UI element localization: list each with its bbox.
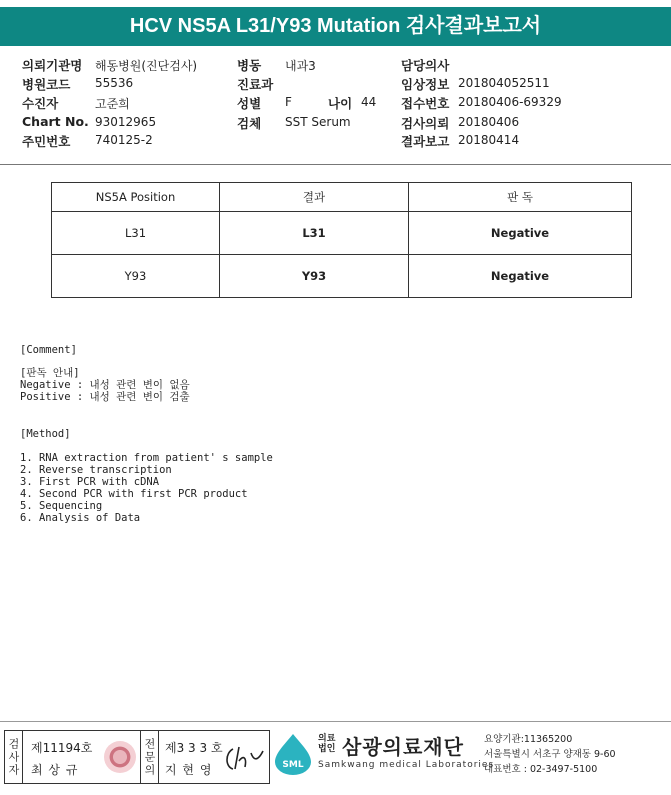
method-step: 2. Reverse transcription	[20, 464, 172, 476]
institution-value: 해동병원(진단검사)	[95, 59, 198, 73]
org-english-name: Samkwang medical Laboratories	[318, 760, 495, 770]
cell-position: Y93	[52, 255, 220, 298]
org-prefix	[318, 734, 335, 754]
chart-value: 93012965	[95, 115, 157, 129]
org-code: 요양기관:11365200	[484, 734, 573, 745]
receipt-label: 접수번호	[401, 96, 450, 111]
cell-result: L31	[220, 212, 409, 255]
chart-label: Chart No.	[22, 114, 89, 129]
method-header: [Method]	[20, 428, 71, 440]
report-value: 20180414	[458, 133, 520, 147]
method-step: 3. First PCR with cDNA	[20, 476, 160, 488]
hospital-code-label: 병원코드	[22, 77, 71, 92]
sex-label: 성별	[237, 96, 262, 111]
resident-label: 주민번호	[22, 134, 71, 149]
cell-interp: Negative	[409, 255, 632, 298]
inspector-no: 제11194호	[31, 741, 93, 755]
ward-label: 병동	[237, 58, 262, 73]
specialist-name: 지 현 영	[165, 763, 213, 777]
specimen-label: 검체	[237, 116, 262, 131]
sml-logo-icon	[271, 732, 315, 776]
specialist-no: 제3 3 3 호	[165, 741, 223, 755]
guide-header: [판독 안내]	[20, 367, 80, 379]
institution-label: 의뢰기관명	[22, 58, 83, 73]
header-position: NS5A Position	[52, 183, 220, 212]
clinical-label: 임상정보	[401, 77, 450, 92]
org-phone: 대표번호 : 02-3497-5100	[484, 764, 598, 775]
ward-value: 내과3	[285, 59, 316, 73]
table-row	[52, 255, 632, 298]
patient-info-section	[0, 52, 671, 160]
receipt-value: 20180406-69329	[458, 95, 562, 109]
age-value: 44	[361, 95, 377, 109]
table-row	[52, 212, 632, 255]
patient-label: 수진자	[22, 96, 59, 111]
comment-header: [Comment]	[20, 344, 77, 356]
result-table	[51, 182, 632, 298]
header-result: 결과	[220, 183, 409, 212]
age-label: 나이	[328, 96, 353, 111]
inspector-label: 검사자	[5, 731, 23, 783]
org-prefix-2: 법인	[318, 744, 336, 754]
header-divider	[0, 164, 671, 165]
patient-value: 고준희	[95, 97, 130, 111]
specialist-label: 전문의	[140, 731, 159, 783]
org-address	[484, 732, 616, 777]
report-title: HCV NS5A L31/Y93 Mutation 검사결과보고서	[0, 7, 671, 46]
inspector-name: 최 상 규	[31, 763, 79, 777]
cell-result: Y93	[220, 255, 409, 298]
method-step: 6. Analysis of Data	[20, 512, 141, 524]
signature-box	[4, 730, 270, 784]
header-interp: 판 독	[409, 183, 632, 212]
footer	[0, 726, 671, 786]
method-step: 4. Second PCR with first PCR product	[20, 488, 248, 500]
report-label: 결과보고	[401, 134, 450, 149]
cell-position: L31	[52, 212, 220, 255]
sex-value: F	[285, 95, 292, 109]
method-step: 1. RNA extraction from patient' s sample	[20, 452, 273, 464]
logo-text: SML	[282, 760, 304, 770]
request-value: 20180406	[458, 115, 520, 129]
doctor-label: 담당의사	[401, 58, 450, 73]
signature-icon	[223, 743, 265, 773]
hospital-code-value: 55536	[95, 76, 134, 90]
org-prefix-1: 의료	[318, 734, 336, 744]
inspector-seal-icon	[104, 741, 136, 773]
clinical-value: 20180405​2511	[458, 76, 550, 90]
table-header-row	[52, 183, 632, 212]
request-label: 검사의뢰	[401, 116, 450, 131]
cell-interp: Negative	[409, 212, 632, 255]
guide-positive: Positive : 내성 관련 변이 검출	[20, 391, 190, 403]
resident-value: 740125-2	[95, 133, 153, 147]
specimen-value: SST Serum	[285, 115, 351, 129]
dept-label: 진료과	[237, 77, 274, 92]
org-street: 서울특별시 서초구 양재동 9-60	[484, 749, 616, 760]
guide-negative: Negative : 내성 관련 변이 없음	[20, 379, 190, 391]
footer-divider	[0, 721, 671, 722]
method-step: 5. Sequencing	[20, 500, 103, 512]
org-name: 삼광의료재단	[342, 735, 464, 759]
